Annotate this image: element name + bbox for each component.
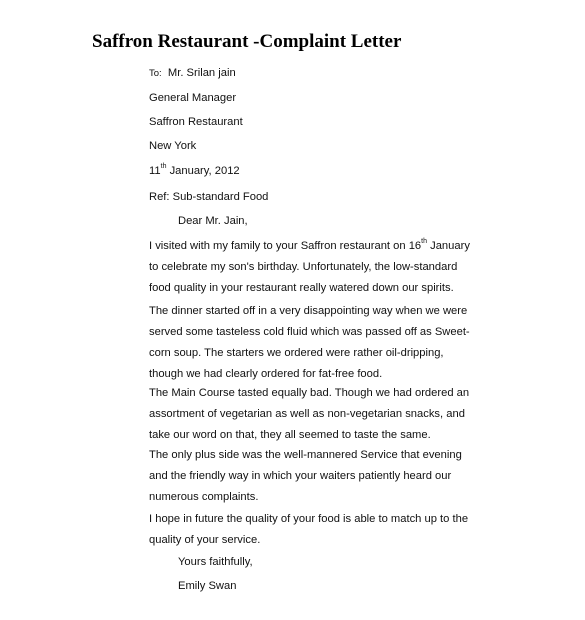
reference-line: Ref: Sub-standard Food — [149, 191, 269, 203]
paragraph-line: I visited with my family to your Saffron restaurant on 16th January — [149, 238, 470, 252]
paragraph-3 — [149, 383, 479, 446]
date-suffix: th — [421, 238, 427, 246]
recipient-line — [149, 66, 236, 81]
paragraph-2 — [149, 301, 479, 385]
date-day: 11 — [149, 165, 161, 177]
paragraph-line: The Main Course tasted equally bad. Though we had ordered an — [149, 387, 470, 399]
paragraph-line: assortment of vegetarian as well as non-vegetarian snacks, and — [149, 408, 465, 420]
sign-off: Yours faithfully, — [178, 556, 253, 568]
paragraph-5 — [149, 509, 479, 551]
letter-date — [149, 164, 240, 178]
paragraph-line: corn soup. The starters we ordered were rather oil-dripping, — [149, 347, 444, 359]
to-label: To: — [149, 68, 162, 79]
paragraph-line: though we had clearly ordered for fat-free food. — [149, 368, 383, 380]
letter-title: Saffron Restaurant -Complaint Letter — [92, 31, 402, 52]
salutation: Dear Mr. Jain, — [178, 215, 248, 227]
paragraph-line: and the friendly way in which your waiters patiently heard our — [149, 470, 452, 482]
paragraph-line: take our word on that, they all seemed to taste the same. — [149, 429, 431, 441]
recipient-company: Saffron Restaurant — [149, 116, 243, 128]
date-rest: January, 2012 — [166, 165, 240, 177]
recipient-city: New York — [149, 140, 197, 152]
paragraph-line: numerous complaints. — [149, 491, 259, 503]
recipient-name: Mr. Srilan jain — [167, 67, 236, 79]
paragraph-line: to celebrate my son's birthday. Unfortunately, the low-standard — [149, 261, 458, 273]
paragraph-1 — [149, 236, 479, 299]
paragraph-line: served some tasteless cold fluid which was passed off as Sweet- — [149, 326, 470, 338]
paragraph-line: quality of your service. — [149, 534, 261, 546]
paragraph-line: food quality in your restaurant really watered down our spirits. — [149, 282, 454, 294]
paragraph-line: The dinner started off in a very disappointing way when we were — [149, 305, 468, 317]
paragraph-line: I hope in future the quality of your food is able to match up to the — [149, 513, 469, 525]
paragraph-4 — [149, 445, 479, 508]
signature-name: Emily Swan — [178, 580, 237, 592]
recipient-position: General Manager — [149, 92, 237, 104]
date-suffix: th — [160, 163, 167, 171]
paragraph-line: The only plus side was the well-mannered Service that evening — [149, 449, 462, 461]
